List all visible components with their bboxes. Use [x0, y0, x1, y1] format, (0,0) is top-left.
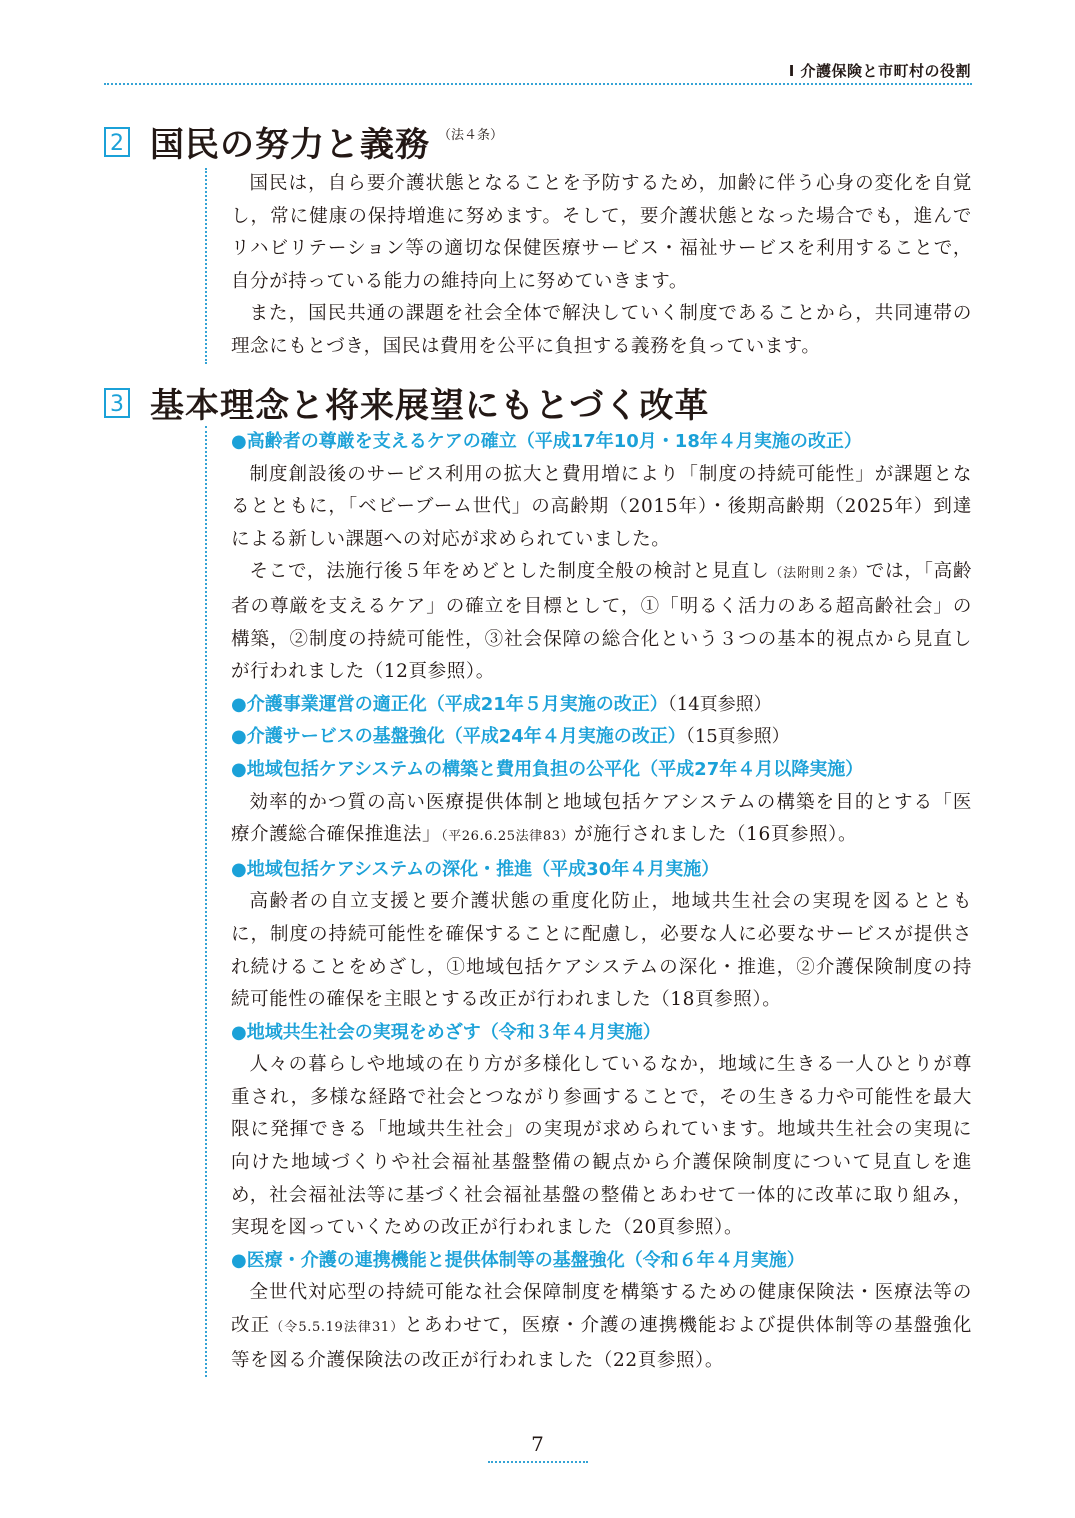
section-number-box: 2	[104, 127, 130, 157]
subheading-title: ●介護事業運営の適正化（平成21年５月実施の改正）	[231, 693, 668, 715]
subheading: ●地域共生社会の実現をめざす（令和３年４月実施）	[231, 1021, 661, 1043]
section-3-body	[205, 426, 972, 1377]
paragraph: 人々の暮らしや地域の在り方が多様化しているなか，地域に生きる一人ひとりが尊重され，多様な経路で社会とつながり参画することで，その生きる力や可能性を最大限に発揮できる「地域共生社会」の実現が求められています。地域共生社会の実現に向けた地域づくりや社会福祉基盤整備の観点から介護保険制度について見直しを進め，社会福祉法等に基づく社会福祉基盤の整備とあわせて一体的に改革に取り組み，実現を図っていくための改正が行われました（20頁参照）。	[231, 1054, 972, 1239]
subheading	[231, 721, 972, 754]
subheading-title: ●介護サービスの基盤強化（平成24年４月実施の改正）	[231, 726, 686, 748]
section-2-body	[205, 168, 972, 364]
running-header: Ⅰ 介護保険と市町村の役割	[788, 62, 971, 80]
section-2-heading	[104, 117, 503, 166]
page-reference: （15頁参照）	[685, 726, 790, 748]
subheading: ●地域包括ケアシステムの深化・推進（平成30年４月実施）	[231, 858, 720, 880]
footer-dotted-rule	[488, 1461, 588, 1463]
paragraph: また，国民共通の課題を社会全体で解決していく制度であることから，共同連帯の理念にもとづき，国民は費用を公平に負担する義務を負っています。	[231, 303, 972, 357]
subheading: ●高齢者の尊厳を支えるケアの確立（平成17年10月・18年４月実施の改正）	[231, 431, 862, 452]
paragraph: 制度創設後のサービス利用の拡大と費用増により「制度の持続可能性」が課題となるとともに，「ベビーブーム世代」の高齢期（2015年）・後期高齢期（2025年）到達による新しい課題への対応が求められていました。	[231, 463, 972, 550]
paragraph-text: 全世代対応型の持続可能な社会保障制度を構築するための健康保険法・医療法等の改正	[231, 1282, 972, 1337]
paragraph	[231, 787, 972, 854]
section-3-heading	[104, 378, 709, 427]
paragraph	[231, 556, 972, 688]
paragraph-text: では，「高齢者の尊厳を支えるケア」の確立を目標として，①「明るく活力のある超高齢社会」の構築，②制度の持続可能性，③社会保障の総合化という３つの基本的視点から見直しが行われました（12頁参照）。	[231, 561, 972, 683]
subheading: ●医療・介護の連携機能と提供体制等の基盤強化（令和６年４月実施）	[231, 1249, 805, 1271]
law-reference: （法附則２条）	[769, 566, 866, 582]
law-reference: （法４条）	[438, 128, 504, 143]
subheading: ●地域包括ケアシステムの構築と費用負担の公平化（平成27年４月以降実施）	[231, 758, 864, 780]
law-reference: （令5.5.19法律31）	[270, 1320, 405, 1336]
header-dotted-rule	[104, 83, 972, 85]
page-number: 7	[531, 1432, 544, 1456]
page-reference: （14頁参照）	[667, 693, 772, 715]
law-reference: （平26.6.25法律83）	[441, 829, 575, 845]
section-title: 基本理念と将来展望にもとづく改革	[150, 386, 710, 426]
subheading	[231, 689, 972, 722]
section-number-box: 3	[104, 388, 130, 418]
paragraph-text: が施行されました（16頁参照）。	[574, 824, 858, 846]
paragraph: 高齢者の自立支援と要介護状態の重度化防止，地域共生社会の実現を図るとともに，制度の持続可能性を確保することに配慮し，必要な人に必要なサービスが提供され続けることをめざし，①地域包括ケアシステムの深化・推進，②介護保険制度の持続可能性の確保を主眼とする改正が行われました（18頁参照）。	[231, 891, 972, 1011]
paragraph	[231, 1277, 972, 1377]
paragraph-text: とあわせて，医療・介護の連携機能および提供体制等の基盤強化等を図る介護保険法の改正が行われました（22頁参照）。	[231, 1315, 972, 1371]
paragraph-text: 効率的かつ質の高い医療提供体制と地域包括ケアシステムの構築を目的とする「医療介護総合確保推進法」	[231, 791, 972, 846]
section-title: 国民の努力と義務	[150, 125, 430, 165]
paragraph-text: そこで，法施行後５年をめどとした制度全般の検討と見直し	[249, 561, 770, 583]
paragraph: 国民は，自ら要介護状態となることを予防するため，加齢に伴う心身の変化を自覚し，常に健康の保持増進に努めます。そして，要介護状態となった場合でも，進んでリハビリテーション等の適切な保健医療サービス・福祉サービスを利用することで，自分が持っている能力の維持向上に努めていきます。	[231, 173, 972, 292]
